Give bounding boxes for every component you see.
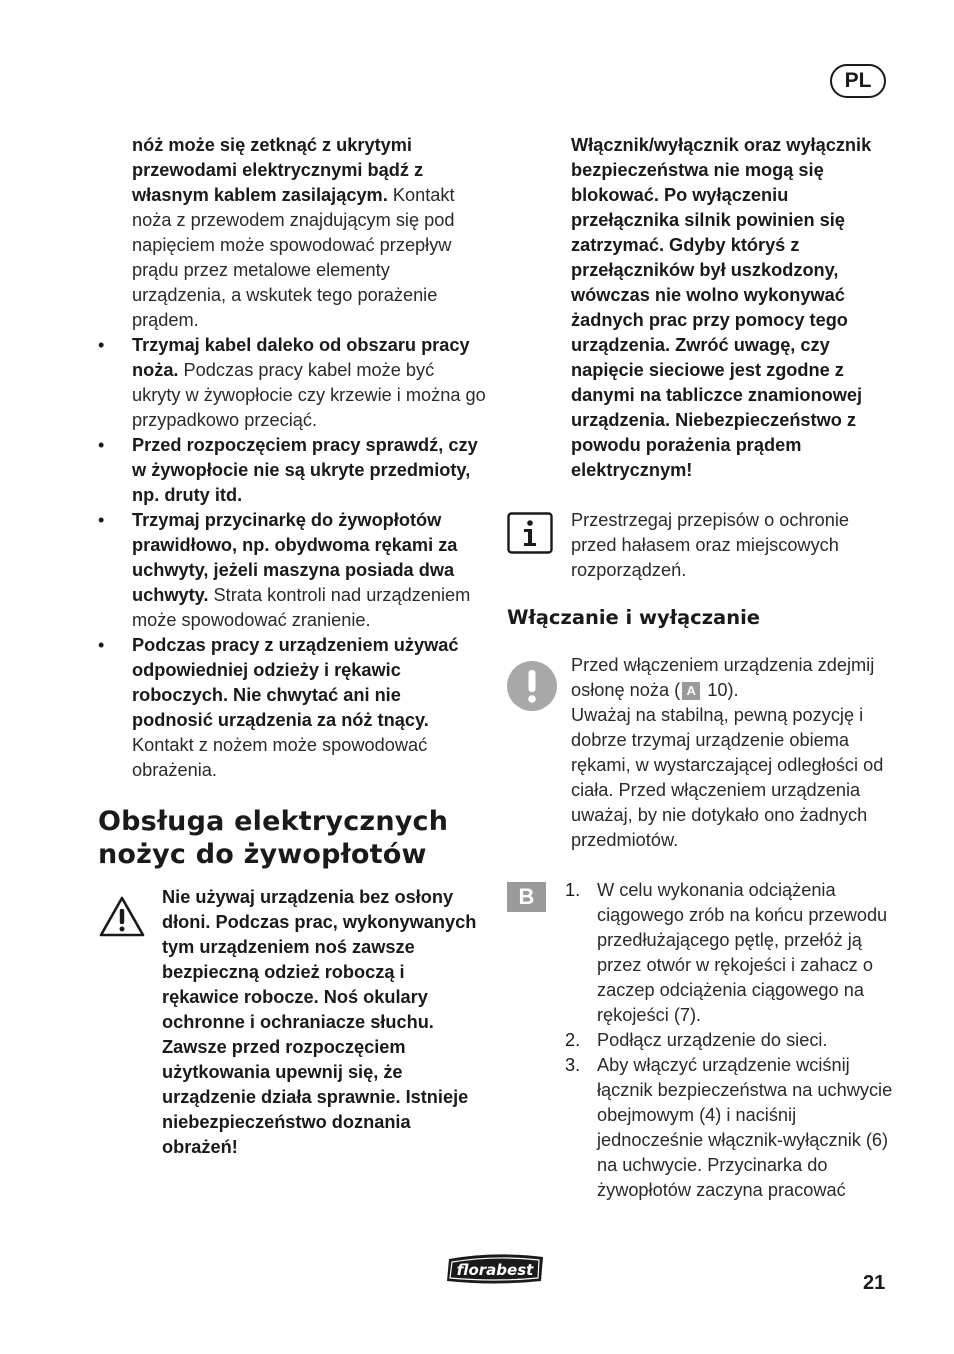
step-text: Podłącz urządzenie do sieci. <box>597 1030 828 1050</box>
bullet-bold: Podczas pracy z urządzeniem używać odpowiedniej odzieży i rękawic roboczych. Nie chwytać ani nie podnosić urządzenia za nóż tnący. <box>132 635 459 730</box>
bullet-dot: • <box>98 335 105 355</box>
switch-warning-text: Włącznik/wyłącznik oraz wyłącznik bezpieczeństwa nie mogą się blokować. Po wyłączeniu przełącznika silnik powinien się zatrzymać. Gdyby któryś z przełączników był uszkodzony, wówczas nie wolno wykonywać żadnych prac przy pomocy tego urządzenia. Zwróć uwagę, czy napięcie sieciowe jest zgodne z danymi na tabliczce znamionowej urządzenia. Niebezpieczeństwo z powodu porażenia prądem elektrycznym! <box>571 135 872 480</box>
step-number: 3. <box>565 1055 581 1075</box>
section-title <box>98 805 486 871</box>
brand-logo <box>443 1253 547 1285</box>
list-item <box>565 878 899 1028</box>
bullet-dot: • <box>98 635 105 655</box>
bullet-item <box>98 333 486 433</box>
list-item <box>565 1053 899 1203</box>
step-number: 1. <box>565 880 581 900</box>
bullet-text: Strata kontroli nad urządzeniem może spowodować zranienie. <box>132 585 471 630</box>
notice-text-3: Uważaj na stabilną, pewną pozycję i dobrze trzymaj urządzenie obiema rękami, w wystarczającej odległości od ciała. Przed włączeniem urządzenia uważaj, by nie dotykało ono żadnych przedmiotów. <box>571 705 884 850</box>
section-title-line-1: Obsługa elektrycznych <box>98 806 449 837</box>
notice-block <box>507 653 899 853</box>
intro-bold: nóż może się zetknąć z ukrytymi przewodami elektrycznymi bądź z własnym kablem zasilającym. <box>132 135 424 205</box>
bullet-dot: • <box>98 510 105 530</box>
left-column <box>98 133 486 1160</box>
language-badge: PL <box>830 64 886 98</box>
list-item <box>565 1028 899 1053</box>
brand-name: florabest <box>456 1261 534 1279</box>
section-heading: Włączanie i wyłączanie <box>507 606 761 629</box>
page-number: 21 <box>863 1272 886 1294</box>
figure-b-icon: B <box>507 882 546 912</box>
step-text: W celu wykonania odciążenia ciągowego zrób na końcu przewodu przedłużającego pętlę, przełóż ją przez otwór w rękojeści i zahacz o zaczep odciążenia ciągowego na rękojeści (7). <box>597 880 888 1025</box>
warning-triangle-icon <box>98 895 146 946</box>
bullet-bold: Trzymaj przycinarkę do żywopłotów prawidłowo, np. obydwoma rękami za uchwyty, jeżeli maszyna posiada dwa uchwyty. <box>132 510 458 605</box>
bullet-dot: • <box>98 435 105 455</box>
info-block <box>507 508 899 583</box>
bullet-text: Podczas pracy kabel może być ukryty w żywopłocie czy krzewie i można go przypadkowo przeciąć. <box>132 360 486 430</box>
warning-text: Nie używaj urządzenia bez osłony dłoni. Podczas prac, wykonywanych tym urządzeniem noś zawsze bezpieczną odzież roboczą i rękawice robocze. Noś okulary ochronne i ochraniacze słuchu. Zawsze przed rozpoczęciem użytkowania upewnij się, że urządzenie działa sprawnie. Istnieje niebezpieczeństwo doznania obrażeń! <box>162 887 477 1157</box>
info-icon <box>507 512 553 561</box>
right-column <box>507 133 899 1203</box>
switch-warning <box>507 133 899 483</box>
step-text: Aby włączyć urządzenie wciśnij łącznik bezpieczeństwa na uchwycie obejmowym (4) i naciśnij jednocześnie włącznik-wyłącznik (6) na uchwycie. Przycinarka do żywopłotów zaczyna pracować <box>597 1055 893 1200</box>
bullet-text: Kontakt z nożem może spowodować obrażenia. <box>132 735 428 780</box>
notice-text-1: Przed włączeniem urządzenia zdejmij osłonę noża ( <box>571 655 875 700</box>
warning-block <box>98 885 486 1160</box>
step-number: 2. <box>565 1030 581 1050</box>
bullet-item <box>98 508 486 633</box>
section-title-line-2: nożyc do żywopłotów <box>98 839 427 870</box>
bullet-item <box>98 433 486 508</box>
info-text: Przestrzegaj przepisów o ochronie przed hałasem oraz miejscowych rozporządzeń. <box>571 510 849 580</box>
notice-text-2: 10). <box>702 680 739 700</box>
intro-paragraph <box>98 133 486 333</box>
figure-a-icon: A <box>682 682 700 700</box>
bullet-bold: Przed rozpoczęciem pracy sprawdź, czy w żywopłocie nie są ukryte przedmioty, np. druty itd. <box>132 435 478 505</box>
exclamation-circle-icon <box>507 661 557 718</box>
intro-text: Kontakt noża z przewodem znajdującym się pod napięciem może spowodować przepływ prądu przez metalowe elementy urządzenia, a wskutek tego porażenie prądem. <box>132 185 455 330</box>
bullet-item <box>98 633 486 783</box>
bullet-bold: Trzymaj kabel daleko od obszaru pracy noża. <box>132 335 470 380</box>
steps-list <box>507 878 899 1203</box>
